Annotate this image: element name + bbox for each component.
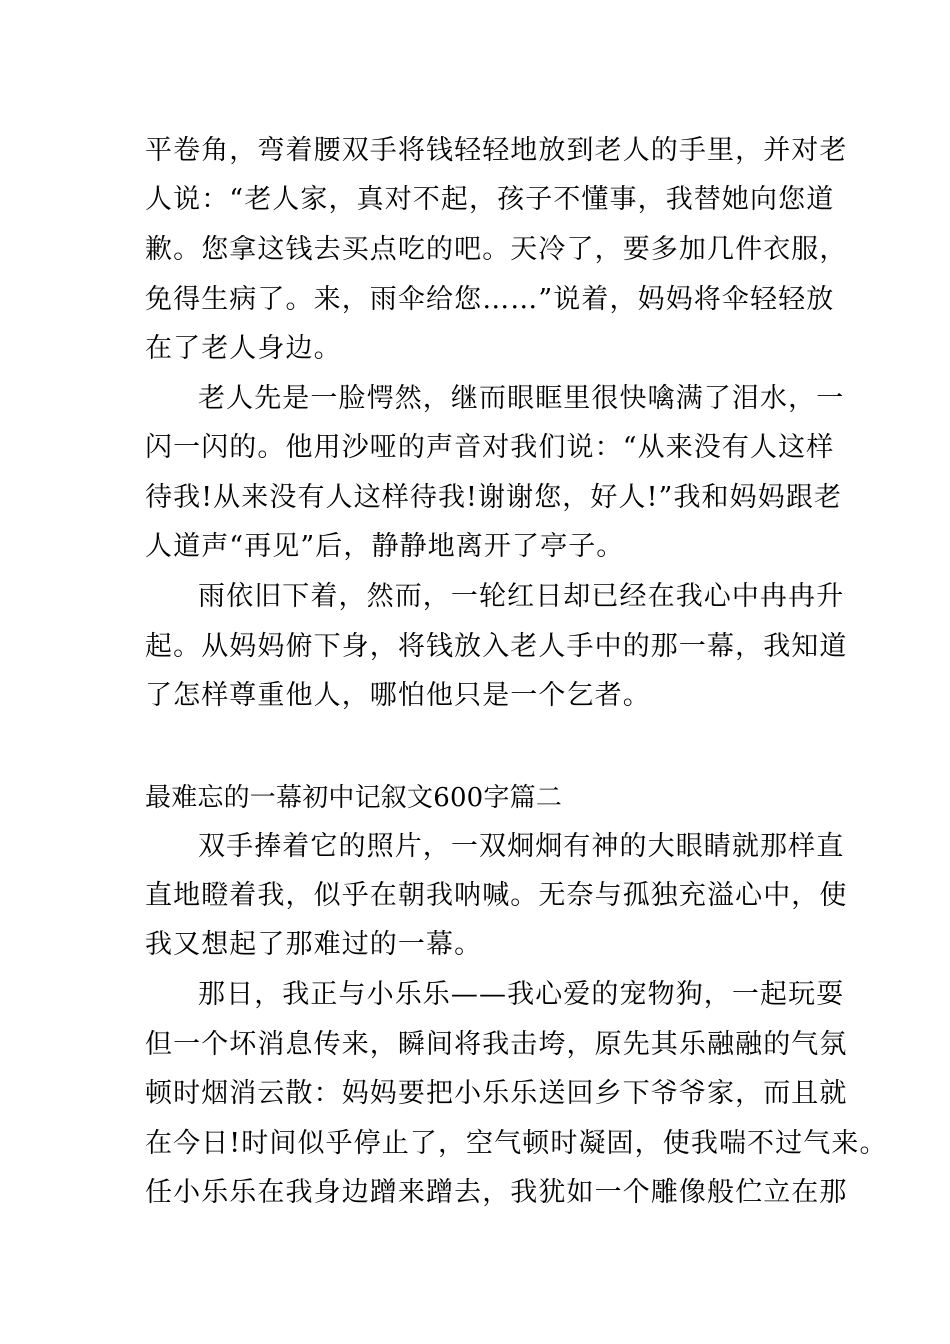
text-line: 直地瞪着我，似乎在朝我呐喊。无奈与孤独充溢心中，使 <box>145 880 848 911</box>
paragraph-first-line: 雨依旧下着，然而，一轮红日却已经在我心中冉冉升 <box>198 581 845 612</box>
text-line: 任小乐乐在我身边蹭来蹭去，我犹如一个雕像般伫立在那 <box>145 1177 848 1208</box>
paragraph-first-line: 老人先是一脸愕然，继而眼眶里很快噙满了泪水，一 <box>198 383 845 414</box>
text-line: 我又想起了那难过的一幕。 <box>145 929 483 960</box>
text-line: 人说：“老人家，真对不起，孩子不懂事，我替她向您道 <box>145 184 835 215</box>
text-line: 在了老人身边。 <box>145 333 342 364</box>
text-line: 起。从妈妈俯下身，将钱放入老人手中的那一幕，我知道 <box>145 631 848 662</box>
paragraph-first-line: 那日，我正与小乐乐——我心爱的宠物狗，一起玩耍 <box>198 979 845 1010</box>
text-line: 在今日!时间似乎停止了，空气顿时凝固，使我喘不过气来。 <box>145 1128 888 1159</box>
text-line: 免得生病了。来，雨伞给您……”说着，妈妈将伞轻轻放 <box>145 284 835 315</box>
text-line: 歉。您拿这钱去买点吃的吧。天冷了，要多加几件衣服， <box>145 234 848 265</box>
text-line: 顿时烟消云散：妈妈要把小乐乐送回乡下爷爷家，而且就 <box>145 1078 848 1109</box>
text-line: 待我!从来没有人这样待我!谢谢您，好人!”我和妈妈跟老 <box>145 482 843 513</box>
text-line: 但一个坏消息传来，瞬间将我击垮，原先其乐融融的气氛 <box>145 1029 848 1060</box>
text-line: 了怎样尊重他人，哪怕他只是一个乞者。 <box>145 680 651 711</box>
paragraph-first-line: 双手捧着它的照片，一双炯炯有神的大眼睛就那样直 <box>198 831 845 862</box>
text-line: 人道声“再见”后，静静地离开了亭子。 <box>145 531 625 562</box>
section-heading: 最难忘的一幕初中记叙文600字篇二 <box>145 783 563 813</box>
text-line: 平卷角，弯着腰双手将钱轻轻地放到老人的手里，并对老 <box>145 135 848 166</box>
text-line: 闪一闪的。他用沙哑的声音对我们说：“从来没有人这样 <box>145 432 835 463</box>
